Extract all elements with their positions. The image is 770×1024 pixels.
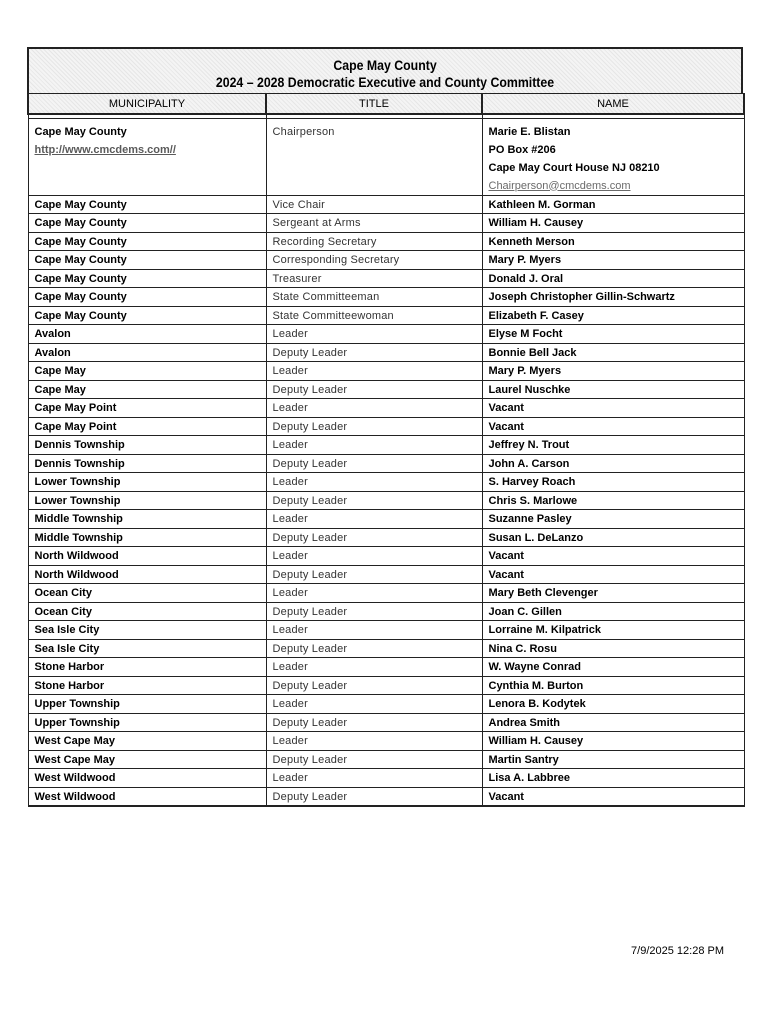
title-cell: Leader bbox=[266, 695, 482, 714]
name-cell: John A. Carson bbox=[482, 454, 744, 473]
title-cell: Deputy Leader bbox=[266, 380, 482, 399]
name-cell: William H. Causey bbox=[482, 214, 744, 233]
title-cell: Leader bbox=[266, 769, 482, 788]
title-cell: Deputy Leader bbox=[266, 417, 482, 436]
title-cell: Leader bbox=[266, 658, 482, 677]
title-cell: Deputy Leader bbox=[266, 491, 482, 510]
table-row bbox=[28, 214, 744, 233]
title-cell: Leader bbox=[266, 325, 482, 344]
name-cell: Mary P. Myers bbox=[482, 251, 744, 270]
table-row bbox=[28, 695, 744, 714]
name-cell: William H. Causey bbox=[482, 732, 744, 751]
table-row bbox=[28, 399, 744, 418]
municipality-cell: West Cape May bbox=[28, 750, 266, 769]
name-cell: Chris S. Marlowe bbox=[482, 491, 744, 510]
municipality-cell: Sea Isle City bbox=[28, 621, 266, 640]
name-cell bbox=[482, 118, 744, 195]
municipality-cell: Cape May Point bbox=[28, 417, 266, 436]
title-cell: Leader bbox=[266, 584, 482, 603]
column-header-name: NAME bbox=[482, 94, 744, 115]
municipality-cell: Lower Township bbox=[28, 473, 266, 492]
name-cell: Kenneth Merson bbox=[482, 232, 744, 251]
municipality-cell: Dennis Township bbox=[28, 454, 266, 473]
table-row bbox=[28, 750, 744, 769]
table-row bbox=[28, 621, 744, 640]
page-subtitle: 2024 – 2028 Democratic Executive and County Committee bbox=[215, 74, 555, 90]
name-cell: Lorraine M. Kilpatrick bbox=[482, 621, 744, 640]
name-cell: Lisa A. Labbree bbox=[482, 769, 744, 788]
title-cell: Sergeant at Arms bbox=[266, 214, 482, 233]
title-cell: Treasurer bbox=[266, 269, 482, 288]
municipality-cell: North Wildwood bbox=[28, 565, 266, 584]
municipality-cell: Stone Harbor bbox=[28, 676, 266, 695]
name-cell: Bonnie Bell Jack bbox=[482, 343, 744, 362]
name-cell: Vacant bbox=[482, 399, 744, 418]
name-cell: Kathleen M. Gorman bbox=[482, 195, 744, 214]
print-timestamp: 7/9/2025 12:28 PM bbox=[631, 945, 724, 957]
municipality-cell: Cape May bbox=[28, 362, 266, 381]
column-header-municipality: MUNICIPALITY bbox=[28, 94, 266, 115]
municipality-text: Cape May County bbox=[34, 125, 127, 138]
table-row bbox=[28, 658, 744, 677]
table-row bbox=[28, 639, 744, 658]
name-cell: Vacant bbox=[482, 787, 744, 806]
municipality-cell: Cape May County bbox=[28, 251, 266, 270]
table-row bbox=[28, 195, 744, 214]
municipality-cell: Cape May County bbox=[28, 195, 266, 214]
table-row bbox=[28, 510, 744, 529]
name-cell: Nina C. Rosu bbox=[482, 639, 744, 658]
municipality-cell: Avalon bbox=[28, 325, 266, 344]
title-cell: State Committeewoman bbox=[266, 306, 482, 325]
title-cell: State Committeeman bbox=[266, 288, 482, 307]
municipality-cell: Cape May County bbox=[28, 232, 266, 251]
name-cell: W. Wayne Conrad bbox=[482, 658, 744, 677]
title-cell: Deputy Leader bbox=[266, 528, 482, 547]
name-cell: Jeffrey N. Trout bbox=[482, 436, 744, 455]
name-cell: Mary P. Myers bbox=[482, 362, 744, 381]
municipality-cell: West Wildwood bbox=[28, 787, 266, 806]
municipality-cell: Cape May County bbox=[28, 269, 266, 288]
municipality-cell bbox=[28, 118, 266, 195]
municipality-cell: Cape May County bbox=[28, 214, 266, 233]
name-cell: Joan C. Gillen bbox=[482, 602, 744, 621]
title-cell: Deputy Leader bbox=[266, 713, 482, 732]
title-cell: Deputy Leader bbox=[266, 343, 482, 362]
title-cell: Recording Secretary bbox=[266, 232, 482, 251]
name-text: Marie E. Blistan bbox=[488, 125, 571, 138]
table-row bbox=[28, 454, 744, 473]
name-cell: Lenora B. Kodytek bbox=[482, 695, 744, 714]
municipality-cell: Avalon bbox=[28, 343, 266, 362]
title-cell: Deputy Leader bbox=[266, 454, 482, 473]
municipality-cell: Stone Harbor bbox=[28, 658, 266, 677]
name-cell: Cynthia M. Burton bbox=[482, 676, 744, 695]
name-cell: Elyse M Focht bbox=[482, 325, 744, 344]
table-row bbox=[28, 584, 744, 603]
name-cell: Mary Beth Clevenger bbox=[482, 584, 744, 603]
page-title: Cape May County bbox=[333, 57, 437, 73]
title-cell: Leader bbox=[266, 362, 482, 381]
municipality-cell: Middle Township bbox=[28, 510, 266, 529]
title-cell: Leader bbox=[266, 436, 482, 455]
website-link[interactable]: http://www.cmcdems.com// bbox=[34, 143, 176, 156]
table-row bbox=[28, 473, 744, 492]
municipality-cell: Upper Township bbox=[28, 713, 266, 732]
municipality-cell: North Wildwood bbox=[28, 547, 266, 566]
municipality-cell: West Cape May bbox=[28, 732, 266, 751]
table-row bbox=[28, 676, 744, 695]
title-cell: Leader bbox=[266, 473, 482, 492]
table-row bbox=[28, 269, 744, 288]
municipality-cell: Ocean City bbox=[28, 584, 266, 603]
municipality-cell: Dennis Township bbox=[28, 436, 266, 455]
table-row-chairperson bbox=[28, 118, 744, 195]
municipality-cell: Sea Isle City bbox=[28, 639, 266, 658]
name-cell: Vacant bbox=[482, 565, 744, 584]
address-line-2: Cape May Court House NJ 08210 bbox=[488, 161, 660, 174]
table-row bbox=[28, 417, 744, 436]
title-cell: Deputy Leader bbox=[266, 787, 482, 806]
municipality-cell: Lower Township bbox=[28, 491, 266, 510]
municipality-cell: Ocean City bbox=[28, 602, 266, 621]
table-row bbox=[28, 380, 744, 399]
name-cell: Vacant bbox=[482, 547, 744, 566]
table-row bbox=[28, 288, 744, 307]
municipality-cell: West Wildwood bbox=[28, 769, 266, 788]
title-block bbox=[27, 47, 743, 93]
name-cell: Andrea Smith bbox=[482, 713, 744, 732]
table-row bbox=[28, 565, 744, 584]
name-cell: Laurel Nuschke bbox=[482, 380, 744, 399]
title-cell: Leader bbox=[266, 510, 482, 529]
table-row bbox=[28, 713, 744, 732]
header-row bbox=[28, 94, 744, 115]
title-cell bbox=[266, 118, 482, 195]
name-cell: Vacant bbox=[482, 417, 744, 436]
table-row bbox=[28, 232, 744, 251]
committee-table bbox=[27, 93, 745, 807]
title-cell: Leader bbox=[266, 399, 482, 418]
name-cell: Elizabeth F. Casey bbox=[482, 306, 744, 325]
title-cell: Deputy Leader bbox=[266, 639, 482, 658]
municipality-cell: Cape May County bbox=[28, 288, 266, 307]
table-row bbox=[28, 343, 744, 362]
column-header-title: TITLE bbox=[266, 94, 482, 115]
title-cell: Deputy Leader bbox=[266, 602, 482, 621]
municipality-cell: Middle Township bbox=[28, 528, 266, 547]
name-cell: Susan L. DeLanzo bbox=[482, 528, 744, 547]
municipality-cell: Cape May bbox=[28, 380, 266, 399]
address-line-1: PO Box #206 bbox=[488, 143, 556, 156]
table-row bbox=[28, 436, 744, 455]
municipality-cell: Cape May County bbox=[28, 306, 266, 325]
municipality-cell: Cape May Point bbox=[28, 399, 266, 418]
title-cell: Leader bbox=[266, 547, 482, 566]
title-cell: Deputy Leader bbox=[266, 750, 482, 769]
table-row bbox=[28, 787, 744, 806]
name-cell: Suzanne Pasley bbox=[482, 510, 744, 529]
table-row bbox=[28, 491, 744, 510]
name-cell: Martin Santry bbox=[482, 750, 744, 769]
table-row bbox=[28, 362, 744, 381]
title-cell: Leader bbox=[266, 621, 482, 640]
table-row bbox=[28, 769, 744, 788]
title-cell: Deputy Leader bbox=[266, 676, 482, 695]
name-cell: S. Harvey Roach bbox=[482, 473, 744, 492]
email-link[interactable]: Chairperson@cmcdems.com bbox=[488, 179, 631, 192]
table-row bbox=[28, 732, 744, 751]
table-row bbox=[28, 325, 744, 344]
title-cell: Leader bbox=[266, 732, 482, 751]
table-row bbox=[28, 547, 744, 566]
table-row bbox=[28, 528, 744, 547]
title-cell: Corresponding Secretary bbox=[266, 251, 482, 270]
table-row bbox=[28, 306, 744, 325]
name-cell: Donald J. Oral bbox=[482, 269, 744, 288]
committee-sheet bbox=[27, 47, 743, 807]
title-cell: Vice Chair bbox=[266, 195, 482, 214]
name-cell: Joseph Christopher Gillin-Schwartz bbox=[482, 288, 744, 307]
title-cell: Deputy Leader bbox=[266, 565, 482, 584]
table-row bbox=[28, 251, 744, 270]
title-text: Chairperson bbox=[272, 125, 335, 138]
table-row bbox=[28, 602, 744, 621]
municipality-cell: Upper Township bbox=[28, 695, 266, 714]
